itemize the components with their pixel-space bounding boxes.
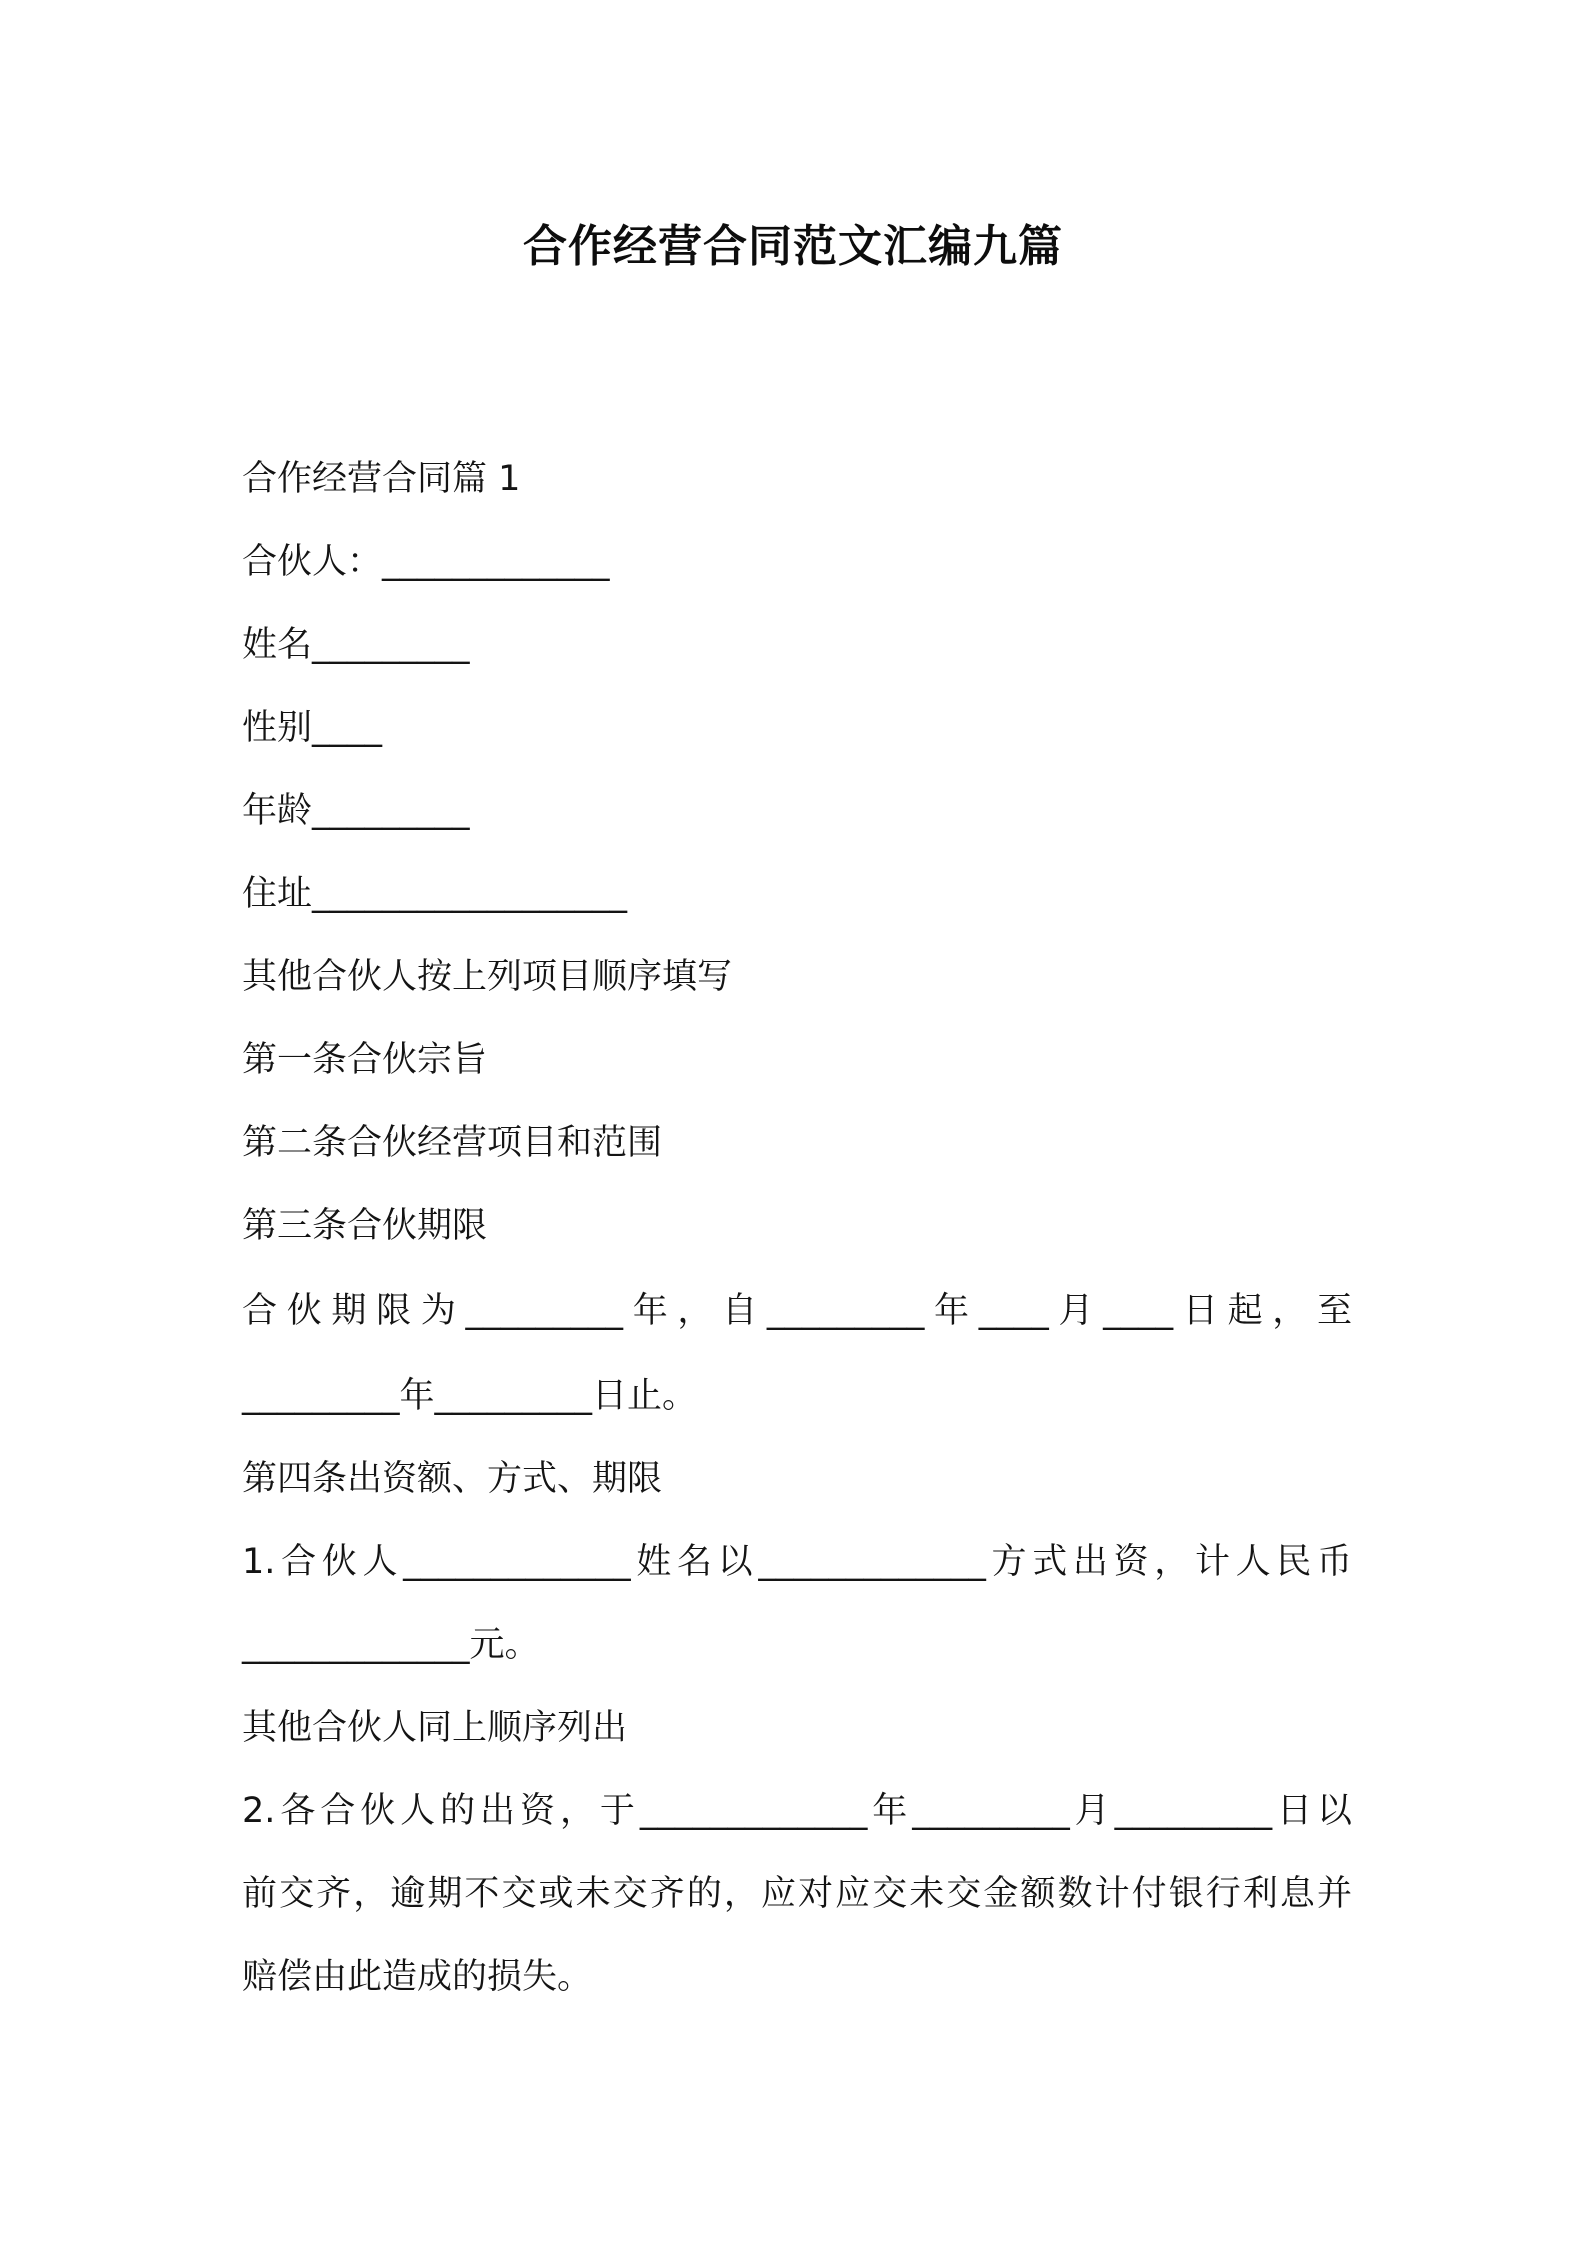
contribution-deadline-line-3: 赔偿由此造成的损失。 <box>242 1957 593 1997</box>
contribution-line-1: 1.合伙人_____________姓名以_____________方式出资，计人民币 <box>242 1542 1352 1582</box>
age-field-line: 年龄_________ <box>242 791 470 831</box>
name-field-line: 姓名_________ <box>242 625 470 665</box>
section-heading: 合作经营合同篇 1 <box>242 459 521 499</box>
contribution-deadline-line-1: 2.各合伙人的出资，于_____________年_________月_________日以 <box>242 1791 1352 1831</box>
address-field-line: 住址__________________ <box>242 874 628 914</box>
article-3-heading: 第三条合伙期限 <box>242 1206 488 1246</box>
partnership-term-line-1: 合伙期限为_________年，自_________年____月____日起，至 <box>242 1291 1352 1331</box>
partnership-term-line-2: _________年_________日止。 <box>242 1376 698 1416</box>
article-1-heading: 第一条合伙宗旨 <box>242 1040 488 1080</box>
document-title: 合作经营合同范文汇编九篇 <box>523 221 1063 272</box>
contribution-deadline-line-2: 前交齐，逾期不交或未交齐的，应对应交未交金额数计付银行利息并 <box>242 1874 1352 1914</box>
gender-field-line: 性别____ <box>242 708 383 748</box>
article-2-heading: 第二条合伙经营项目和范围 <box>242 1123 663 1163</box>
contribution-line-2: _____________元。 <box>242 1625 540 1665</box>
article-4-heading: 第四条出资额、方式、期限 <box>242 1459 663 1499</box>
instruction-line: 其他合伙人按上列项目顺序填写 <box>242 957 733 997</box>
other-partners-line: 其他合伙人同上顺序列出 <box>242 1708 628 1748</box>
partner-label-line: 合伙人：_____________ <box>242 542 610 582</box>
